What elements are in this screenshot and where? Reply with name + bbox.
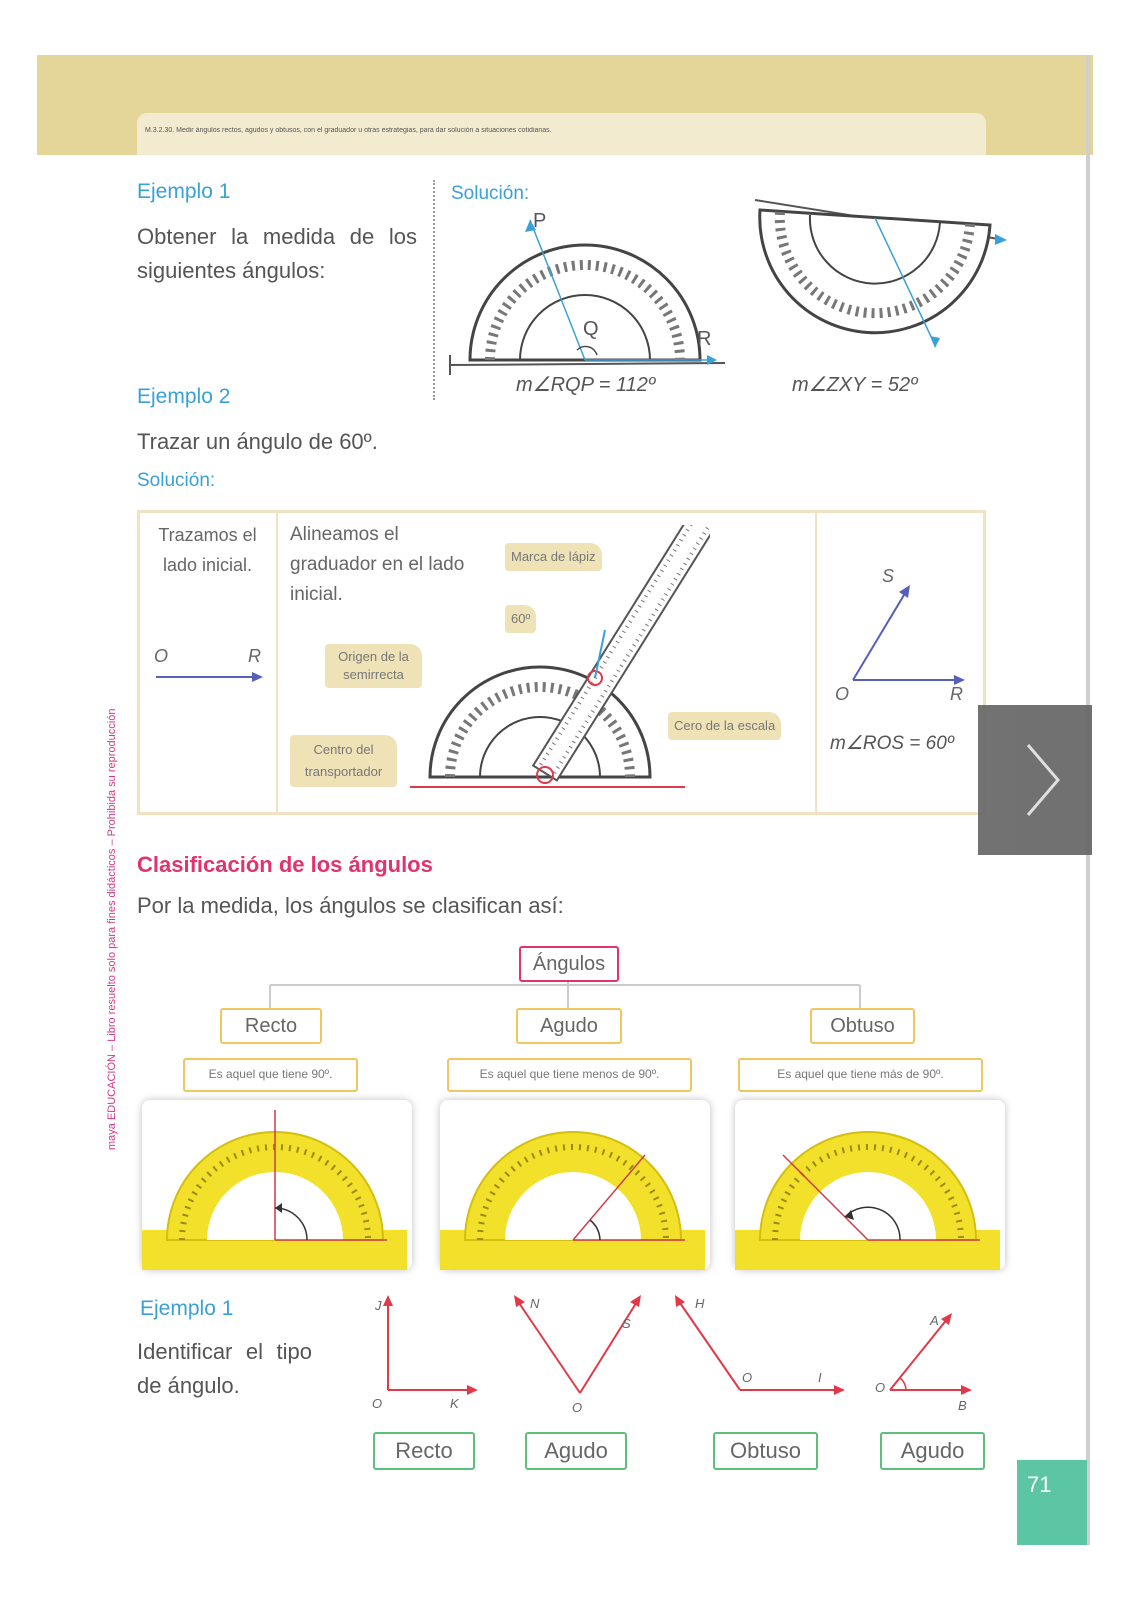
step3-point-o: O	[835, 684, 850, 704]
right-angle-card	[142, 1100, 412, 1270]
standard-text: M.3.2.30. Medir ángulos rectos, agudos y obtusos, con el graduador u otras estrategias, para dar solución a situaciones cotidianas.	[145, 127, 552, 134]
type-recto-desc: Es aquel que tiene 90º.	[183, 1058, 358, 1092]
answer-3: Obtuso	[713, 1432, 818, 1470]
label-n: N	[530, 1296, 540, 1311]
page-number: 71	[1017, 1460, 1087, 1545]
tag-sixty: 60º	[505, 605, 536, 633]
measure-ros: m∠ROS = 60º	[830, 733, 954, 754]
step1-text: Trazamos el lado inicial.	[158, 525, 257, 575]
step3-point-r: R	[950, 684, 963, 704]
obtuse-angle-card	[735, 1100, 1005, 1270]
protractor-diagram-1	[445, 205, 735, 385]
acute-angle-card	[440, 1100, 710, 1270]
type-obtuso-label: Obtuso	[810, 1008, 915, 1044]
example1-text: Obtener la medida de los siguientes ángulos:	[137, 224, 417, 283]
step2-text: Alineamos el graduador en el lado inicial.	[290, 524, 465, 605]
label-o4: O	[875, 1380, 886, 1395]
example2-solution-label: Solución:	[137, 470, 216, 491]
step1-point-o: O	[154, 646, 169, 666]
point-p-label: P	[533, 210, 547, 232]
label-h: H	[695, 1296, 705, 1311]
example3-text: Identificar el tipo de ángulo.	[137, 1339, 312, 1398]
step1-point-r: R	[248, 646, 261, 666]
label-a: A	[930, 1313, 939, 1328]
label-s: S	[622, 1316, 631, 1331]
angle-ros-diagram	[825, 560, 975, 710]
example2-text: Trazar un ángulo de 60º.	[137, 429, 378, 454]
label-o2: O	[572, 1400, 583, 1415]
classification-title: Clasificación de los ángulos	[137, 852, 433, 877]
step3-point-s: S	[882, 566, 895, 586]
step-divider-1	[276, 513, 278, 812]
example3-title: Ejemplo 1	[140, 1297, 234, 1320]
example2-title: Ejemplo 2	[137, 385, 231, 408]
point-q-label: Q	[583, 318, 599, 340]
label-o1: O	[372, 1396, 383, 1411]
side-credit-text: maya EDUCACIÓN – Libro resuelto solo para fines didácticos – Prohibida su reproducción	[106, 708, 118, 1150]
next-page-button[interactable]	[978, 705, 1092, 855]
type-obtuso-desc: Es aquel que tiene más de 90º.	[738, 1058, 983, 1092]
tag-origin: Origen de la semirrecta	[325, 644, 422, 688]
measure-zxy: m∠ZXY = 52º	[792, 374, 918, 396]
tag-center: Centro del transportador	[290, 735, 397, 787]
point-r-label: R	[697, 328, 712, 350]
type-agudo-label: Agudo	[516, 1008, 622, 1044]
label-o3: O	[742, 1370, 753, 1385]
label-k: K	[450, 1396, 459, 1411]
tag-pencil-mark: Marca de lápiz	[505, 543, 602, 571]
example1-solution-label: Solución:	[451, 183, 530, 204]
angle-identification-diagrams	[370, 1290, 990, 1420]
classification-text: Por la medida, los ángulos se clasifican así:	[137, 893, 564, 918]
chevron-right-icon	[978, 705, 1092, 855]
answer-2: Agudo	[525, 1432, 627, 1470]
type-agudo-desc: Es aquel que tiene menos de 90º.	[447, 1058, 692, 1092]
side-credit	[104, 430, 126, 1150]
protractor-diagram-2	[745, 180, 1015, 360]
example1-title: Ejemplo 1	[137, 180, 231, 203]
label-j: J	[375, 1298, 382, 1313]
answer-4: Agudo	[880, 1432, 985, 1470]
dotted-divider	[433, 180, 435, 400]
tag-zero: Cero de la escala	[668, 712, 781, 740]
measure-rqp: m∠RQP = 112º	[516, 374, 656, 396]
label-b: B	[958, 1398, 967, 1413]
initial-side-diagram	[148, 640, 273, 690]
standard-bar	[137, 113, 986, 155]
step-divider-2	[815, 513, 817, 812]
type-recto-label: Recto	[220, 1008, 322, 1044]
answer-1: Recto	[373, 1432, 475, 1470]
label-i: I	[818, 1370, 822, 1385]
classification-root: Ángulos	[519, 946, 619, 982]
